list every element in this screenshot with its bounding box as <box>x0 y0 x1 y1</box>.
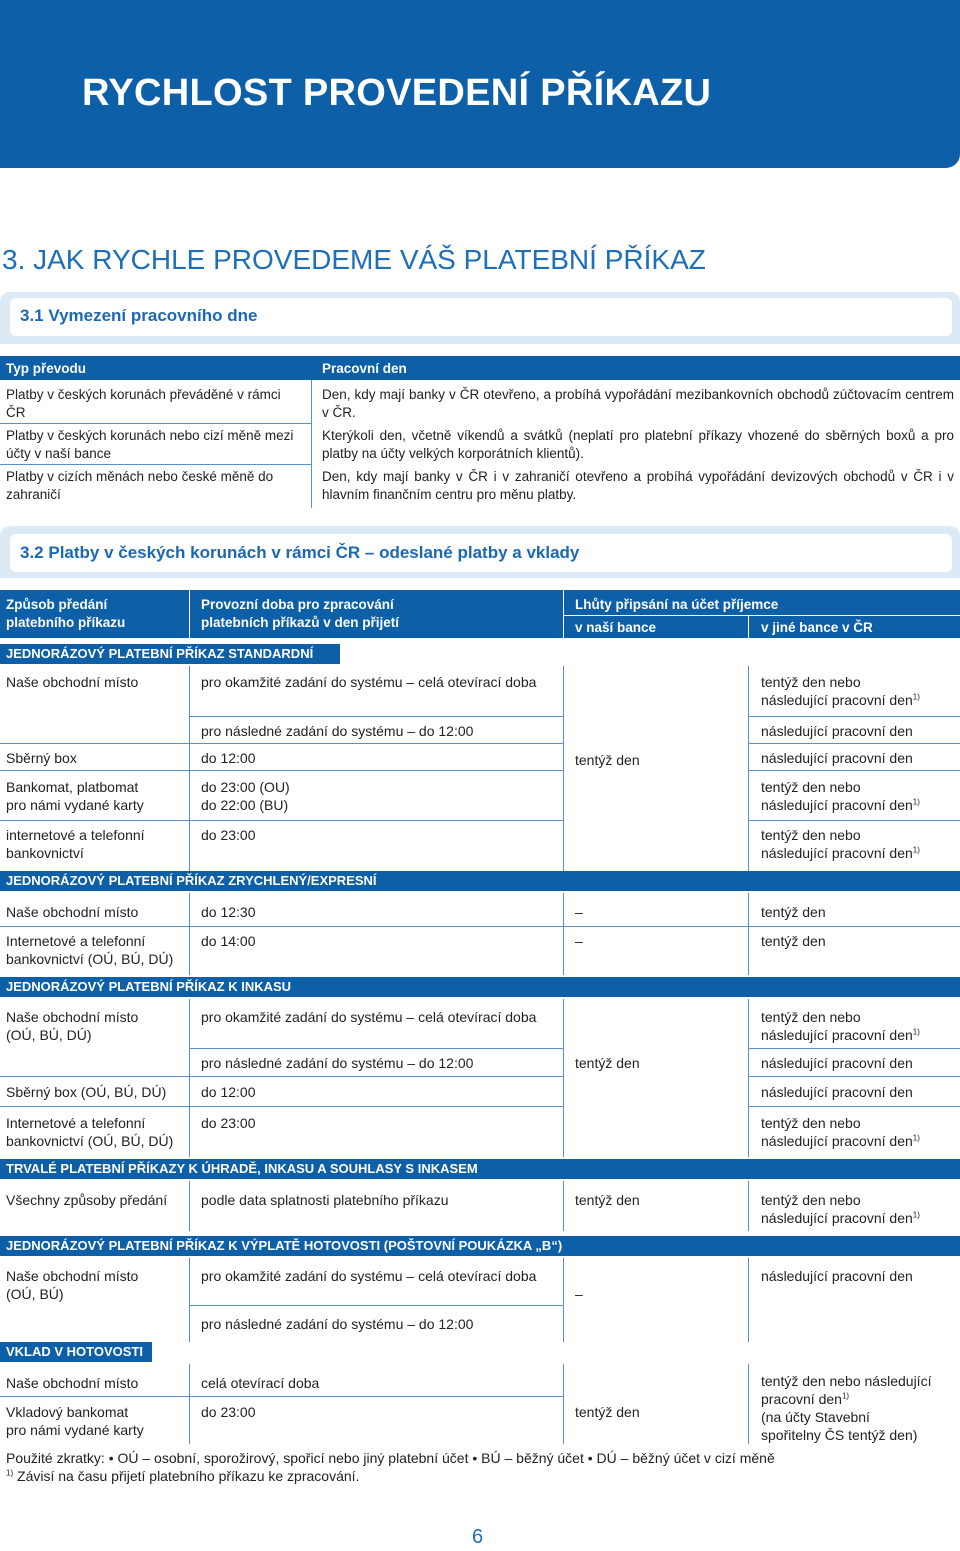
section-bar: JEDNORÁZOVÝ PLATEBNÍ PŘÍKAZ K INKASU <box>0 977 960 997</box>
table-cell: internetové a telefonní <box>6 827 145 843</box>
table-cell: (OÚ, BÚ) <box>6 1286 64 1302</box>
page-header-banner <box>0 0 960 168</box>
table-cell: Sběrný box (OÚ, BÚ, DÚ) <box>6 1084 167 1100</box>
table-cell: Den, kdy mají banky v ČR otevřeno, a probíhá vypořádání mezibankovních obchodů zúčtovacím centrem v ČR. <box>322 387 954 420</box>
subsection-title: 3.2 Platby v českých korunách v rámci ČR – odeslané platby a vklady <box>20 543 580 562</box>
table-cell: do 12:00 <box>201 1084 256 1100</box>
table-cell: následující pracovní den$^{1)}$ <box>761 797 920 813</box>
table-cell: (OÚ, BÚ, DÚ) <box>6 1027 92 1043</box>
table-cell: následující pracovní den$^{1)}$ <box>761 1210 920 1226</box>
table-cell: tentýž den <box>575 1404 640 1420</box>
table-cell: Den, kdy mají banky v ČR i v zahraničí otevřeno a probíhá vypořádání devizových obchodů v ČR i v hlavním finančním centru pro měnu platby. <box>322 469 954 502</box>
table-cell: pro námi vydané karty <box>6 1422 144 1438</box>
column-header: Lhůty připsání na účet příjemce <box>575 597 779 612</box>
subsection-title: 3.1 Vymezení pracovního dne <box>20 306 258 325</box>
abbreviations-note: Použité zkratky: • OÚ – osobní, sporožirový, spořicí nebo jiný platební účet • BÚ – běžný účet • DÚ – běžný účet v cizí měně <box>6 1450 775 1466</box>
table-cell: tentýž den nebo <box>761 674 861 690</box>
table-cell: Naše obchodní místo <box>6 1375 139 1391</box>
table-cell: následující pracovní den <box>761 723 913 739</box>
subsection-band-31 <box>0 292 960 344</box>
section-heading: 3. JAK RYCHLE PROVEDEME VÁŠ PLATEBNÍ PŘÍKAZ <box>2 244 706 275</box>
column-header: Pracovní den <box>322 361 407 376</box>
table-cell: následující pracovní den <box>761 750 913 766</box>
table-cell: bankovnictví <box>6 845 84 861</box>
table-cell: pracovní den$^{1)}$ <box>761 1391 850 1407</box>
table-cell: následující pracovní den$^{1)}$ <box>761 845 920 861</box>
table-cell: Naše obchodní místo <box>6 674 139 690</box>
table-cell: tentýž den nebo <box>761 1192 861 1208</box>
section-bar: JEDNORÁZOVÝ PLATEBNÍ PŘÍKAZ K VÝPLATĚ HOTOVOSTI (POŠTOVNÍ POUKÁZKA „B“) <box>0 1236 960 1256</box>
column-header: Způsob předání platebního příkazu <box>6 597 126 630</box>
page-title: RYCHLOST PROVEDENÍ PŘÍKAZU <box>82 72 712 114</box>
table-cell: pro okamžité zadání do systému – celá otevírací doba <box>201 1009 537 1025</box>
table-cell: tentýž den <box>761 904 826 920</box>
page-number: 6 <box>472 1526 484 1548</box>
table-cell: spořitelny ČS tentýž den) <box>761 1427 918 1443</box>
table-cell: do 23:00 <box>201 1404 256 1420</box>
table-cell: tentýž den nebo <box>761 1009 861 1025</box>
table-cell: do 23:00 (OU) <box>201 779 290 795</box>
table-header <box>0 356 960 380</box>
table-cell: – <box>575 933 583 949</box>
column-header: Provozní doba pro zpracování platebních příkazů v den přijetí <box>201 597 400 630</box>
table-cell: pro okamžité zadání do systému – celá otevírací doba <box>201 1268 537 1284</box>
table-cell: tentýž den nebo <box>761 779 861 795</box>
table-cell: Naše obchodní místo <box>6 1268 139 1284</box>
table-cell: podle data splatnosti platebního příkazu <box>201 1192 449 1208</box>
column-header: Typ převodu <box>6 361 87 376</box>
table-cell: do 23:00 <box>201 1115 256 1131</box>
table-cell: pro námi vydané karty <box>6 797 144 813</box>
section-bar: JEDNORÁZOVÝ PLATEBNÍ PŘÍKAZ ZRYCHLENÝ/EXPRESNÍ <box>0 871 960 891</box>
table-cell: Naše obchodní místo <box>6 1009 139 1025</box>
table-cell: pro následné zadání do systému – do 12:00 <box>201 1316 474 1332</box>
table-cell: Platby v cizích měnách nebo české měně do zahraničí <box>6 469 274 502</box>
table-cell: tentýž den nebo následující <box>761 1373 932 1389</box>
table-cell: Naše obchodní místo <box>6 904 139 920</box>
section-bar: JEDNORÁZOVÝ PLATEBNÍ PŘÍKAZ STANDARDNÍ <box>0 644 340 664</box>
column-subheader: v jiné bance v ČR <box>761 620 873 635</box>
table-cell: Platby v českých korunách nebo cizí měně mezi účty v naší bance <box>6 428 294 461</box>
table-cell: následující pracovní den$^{1)}$ <box>761 692 920 708</box>
table-cell: Bankomat, platbomat <box>6 779 139 795</box>
table-cell: tentýž den <box>575 752 640 768</box>
table-cell: následující pracovní den$^{1)}$ <box>761 1133 920 1149</box>
table-cell: tentýž den <box>761 933 826 949</box>
section-bar: VKLAD V HOTOVOSTI <box>0 1342 152 1362</box>
table-cell: Sběrný box <box>6 750 77 766</box>
table-cell: pro následné zadání do systému – do 12:00 <box>201 723 474 739</box>
table-cell: do 23:00 <box>201 827 256 843</box>
table-cell: (na účty Stavební <box>761 1409 870 1425</box>
subsection-band-32 <box>0 526 960 578</box>
table-cell: tentýž den nebo <box>761 827 861 843</box>
table-cell: tentýž den <box>575 1055 640 1071</box>
table-cell: tentýž den <box>575 1192 640 1208</box>
table-cell: Platby v českých korunách převáděné v rámci ČR <box>6 387 281 420</box>
table-cell: do 12:00 <box>201 750 256 766</box>
table-cell: Kterýkoli den, včetně víkendů a svátků (neplatí pro platební příkazy vhozené do sběrných boxů a pro platby na účty velkých korporátních klientů). <box>322 428 954 461</box>
footnote: $^{1)}$ Závisí na času přijetí platebního příkazu ke zpracování. <box>6 1468 360 1484</box>
table-cell: tentýž den nebo <box>761 1115 861 1131</box>
table-cell: následující pracovní den$^{1)}$ <box>761 1027 920 1043</box>
column-subheader: v naší bance <box>575 620 657 635</box>
table-cell: pro okamžité zadání do systému – celá otevírací doba <box>201 674 537 690</box>
table-cell: – <box>575 1286 583 1302</box>
table-cell: do 22:00 (BU) <box>201 797 289 813</box>
table-cell: do 12:30 <box>201 904 256 920</box>
table-cell: – <box>575 904 583 920</box>
table-cell: pro následné zadání do systému – do 12:00 <box>201 1055 474 1071</box>
table-cell: do 14:00 <box>201 933 256 949</box>
section-bar: TRVALÉ PLATEBNÍ PŘÍKAZY K ÚHRADĚ, INKASU A SOUHLASY S INKASEM <box>0 1159 960 1179</box>
table-cell: bankovnictví (OÚ, BÚ, DÚ) <box>6 951 174 967</box>
table-cell: bankovnictví (OÚ, BÚ, DÚ) <box>6 1133 174 1149</box>
table-cell: následující pracovní den <box>761 1268 913 1284</box>
table-cell: Všechny způsoby předání <box>6 1192 168 1208</box>
table-cell: následující pracovní den <box>761 1084 913 1100</box>
table-cell: následující pracovní den <box>761 1055 913 1071</box>
table-cell: Internetové a telefonní <box>6 1115 146 1131</box>
table-cell: celá otevírací doba <box>201 1375 320 1391</box>
table-cell: Vkladový bankomat <box>6 1404 129 1420</box>
table-cell: Internetové a telefonní <box>6 933 146 949</box>
